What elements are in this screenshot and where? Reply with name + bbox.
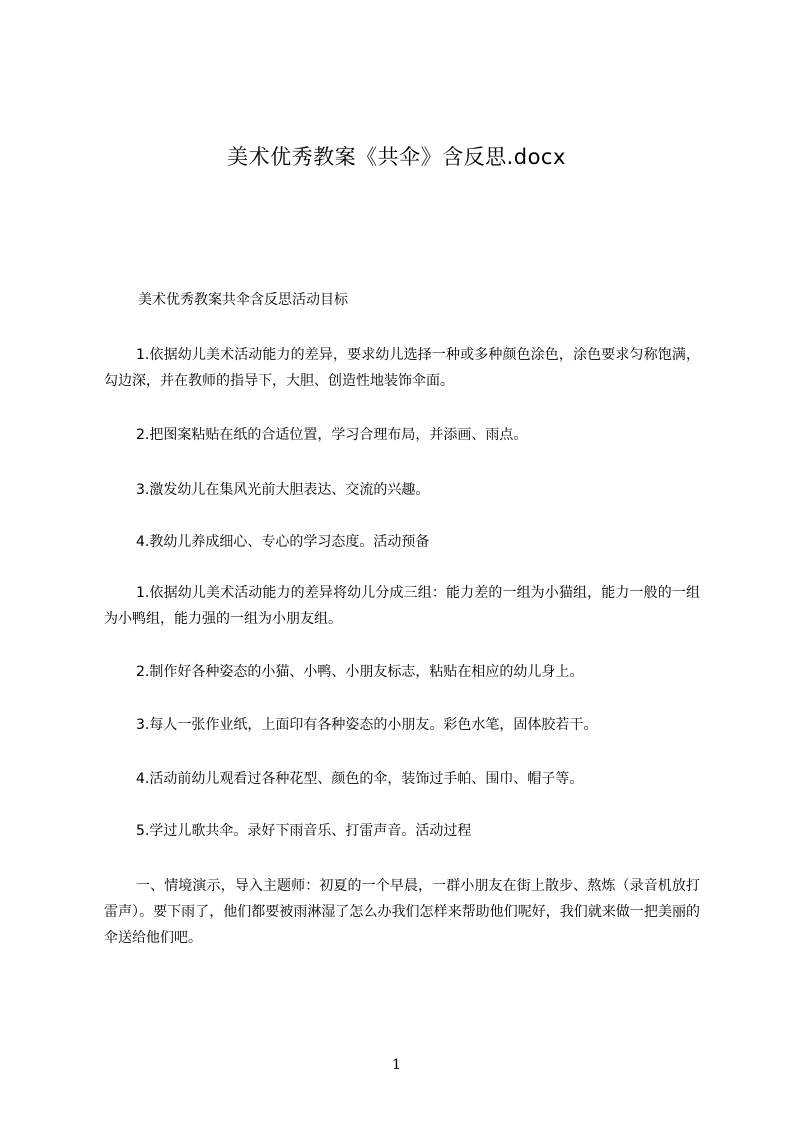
section-heading: 美术优秀教案共伞含反思活动目标	[138, 292, 348, 308]
paragraph-prep-2: 2.制作好各种姿态的小猫、小鸭、小朋友标志，粘贴在相应的幼儿身上。	[136, 664, 584, 680]
paragraph-prep-5: 5.学过儿歌共伞。录好下雨音乐、打雷声音。活动过程	[136, 823, 472, 839]
paragraph-prep-3: 3.每人一张作业纸，上面印有各种姿态的小朋友。彩色水笔，固体胶若干。	[136, 717, 598, 733]
document-title: 美术优秀教案《共伞》含反思.docx	[227, 145, 566, 169]
paragraph-goal-3: 3.激发幼儿在集风光前大胆表达、交流的兴趣。	[136, 482, 430, 498]
paragraph-goal-4: 4.教幼儿养成细心、专心的学习态度。活动预备	[136, 534, 430, 550]
paragraph-prep-1: 1.依据幼儿美术活动能力的差异将幼儿分成三组：能力差的一组为小猫组，能力一般的一组为小鸭组，能力强的一组为小朋友组。	[104, 585, 700, 627]
paragraph-process-1: 一、情境演示，导入主题师：初夏的一个早晨，一群小朋友在街上散步、熬炼（录音机放打雷声）。要下雨了，他们都要被雨淋湿了怎么办我们怎样来帮助他们呢好，我们就来做一把美丽的伞送给他们吧。	[104, 878, 700, 946]
page-number: 1	[392, 1057, 401, 1073]
paragraph-prep-4: 4.活动前幼儿观看过各种花型、颜色的伞，装饰过手帕、围巾、帽子等。	[136, 771, 584, 787]
paragraph-goal-2: 2.把图案粘贴在纸的合适位置，学习合理布局，并添画、雨点。	[136, 427, 528, 443]
paragraph-goal-1: 1.依据幼儿美术活动能力的差异，要求幼儿选择一种或多种颜色涂色，涂色要求匀称饱满，勾边深，并在教师的指导下，大胆、创造性地装饰伞面。	[104, 347, 700, 389]
